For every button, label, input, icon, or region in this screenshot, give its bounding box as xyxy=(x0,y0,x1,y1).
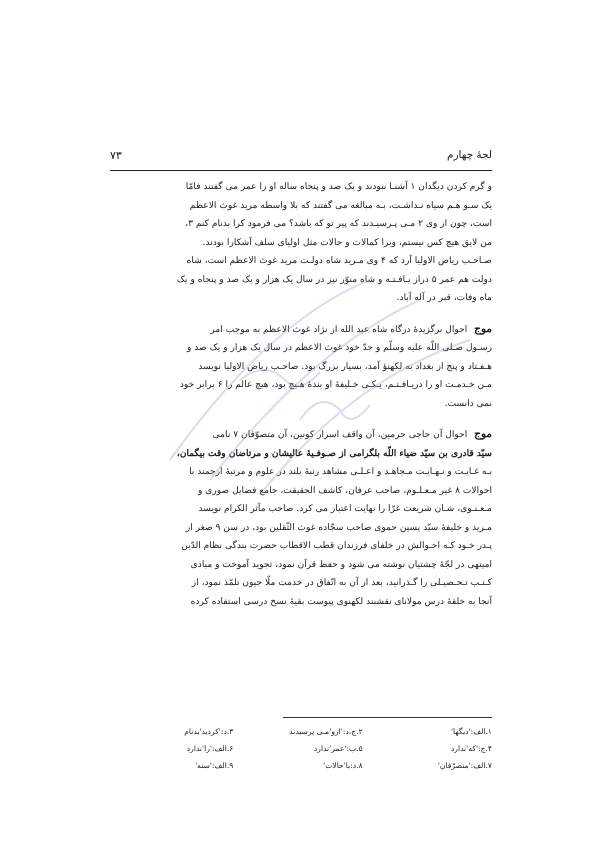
footnote: ۵.ب:'عمر'ندارد xyxy=(313,744,363,753)
footnote: ۹.الف:'سنه' xyxy=(195,761,234,770)
text-line: من لایق هیچ کس نیستم، وبرا کمالات و حالات مثل اولیای سلف آشکارا بودند. xyxy=(202,237,492,248)
text-line: ماه وفات، قبر در آله آباد. xyxy=(396,293,492,303)
section-marker: موج xyxy=(474,428,492,440)
text-line: احوال برگزیدۀ درگاه شاه عبد الله از نژاد غوث الاعظم به موجب امر xyxy=(210,324,468,335)
page-number: ۷۳ xyxy=(110,149,122,162)
footnote: ۳.د:'کردید'بدنام xyxy=(184,727,234,736)
text-line: امیتهی در لجّۀ چشتیان نوشته می شود و حفظ قرآن نمود، تجوید آموخت و مبادی xyxy=(190,559,492,570)
body-text xyxy=(110,178,492,623)
text-line: سیّد قادری بن سیّد ضیاء اللّه بلگرامی از صـوفـیۀ عالیشان و مرتاضان وقت بیگمان، xyxy=(176,447,492,459)
footnote: ۱.الف:'دیگها' xyxy=(450,727,492,736)
footnote: ۷.الف:'متصرّفان' xyxy=(437,761,492,770)
text-line: احوال آن حاجی حرمین، آن واقف اسرار کونین، آن متصوّفان ۷ نامی xyxy=(212,430,468,440)
footnote: ۴.ج:'که'ندارد xyxy=(450,744,492,753)
text-line: مـن خـدمـت او را دریـافـتـم، یـکـی خـلیفۀ او بندۀ هـیچ بود، هیچ عالم را ۶ برابر خود xyxy=(179,380,492,390)
header-divider xyxy=(110,170,492,171)
text-line: است، چون از وی ۲ مـی پـرسیـدند که پیر تو که باشد؟ می فرمود کرا بدنام کنم ۳، xyxy=(185,219,492,229)
text-line: مـعـنـوی، شـان شریعت غرّا را نهایت اعتبار می کرد. صاحب مآثر الکرام نویسد xyxy=(198,504,492,514)
footnotes xyxy=(110,723,492,774)
text-line: بـه غـایـت و نـهـایـت مـجاهـد و اعـلـی مشاهد رتبۀ بلند در علوم و مرتبۀ ارجمند با xyxy=(189,467,492,477)
paragraph xyxy=(110,320,492,414)
text-line: مـرید و خلیفۀ سیّد یسین حموی صاحب سجّاده غوث الثّقلین بود، در سن ۹ صغر از xyxy=(185,522,492,533)
running-title: لجۀ چهارم xyxy=(446,149,492,161)
text-line: آنجا به خلقۀ درس مولانای نقشبند لکهنوی پیوست بقیۀ نسخ درسی استفاده کرده xyxy=(190,596,492,607)
paragraph xyxy=(110,178,492,308)
page-header xyxy=(110,146,492,168)
text-line: پـدر خـود کـه احـوالش در خلفای فرزندان قطب الاقطاب حضرت بندگی نظام الدّین xyxy=(181,541,492,551)
footnote: ۶.الف:'را'ندارد xyxy=(186,744,234,753)
text-line: هـفـتاد و پنج از بغداد به لکهنؤ آمد، بسیار بزرگ بود. صاحـب ریاض الاولیا نویسد xyxy=(198,361,492,372)
text-line: رسـول صـلی اللّه علیه وسلّم و جدّ خود غوث الاعظم در سال یک هزار و یک صد و xyxy=(186,343,492,353)
paragraph xyxy=(110,425,492,611)
footnote: ۸.د:با'حالات' xyxy=(323,761,363,770)
text-line: صـاحـب ریاض الاولیا آرد که ۴ وی مـرید شاه دولـت مرید غوث الاعظم است، شاه xyxy=(186,256,492,266)
text-line: نمی دانست. xyxy=(444,398,492,409)
text-line: و گرم کردن دیگدان ۱ آشنـا نبودند و یک صد و پنجاه ساله او را عمر می گفتند فامّا xyxy=(185,182,492,192)
footnote: ۲.ج،د:'ازو'مـی پرسیدند xyxy=(289,727,363,736)
text-line: احوالات ۸ غیر مـعـلـوم، صاحب عرفان، کاشف الحقیقت، جامع فضایل صوری و xyxy=(197,485,492,496)
footnote-divider xyxy=(283,717,492,718)
section-marker: موج xyxy=(474,322,492,335)
text-line: کـتـب تـحـصیـلی را گـذرانید، بعد از آن به اتّفاق در خدمت ملّا جیون تلمّذ نمود، از xyxy=(191,578,492,588)
text-line: دولت هم عمر ۵ دراز یـافـتـه و شاه منوّر نیز در سال یک هزار و یک صد و پنجاه و یک xyxy=(176,274,492,285)
text-line: یک سـو هـم سیاه نـداشـت، بـه مبالغه می گفتند که بلا واسطه مرید غوث الاعظم xyxy=(189,200,492,211)
